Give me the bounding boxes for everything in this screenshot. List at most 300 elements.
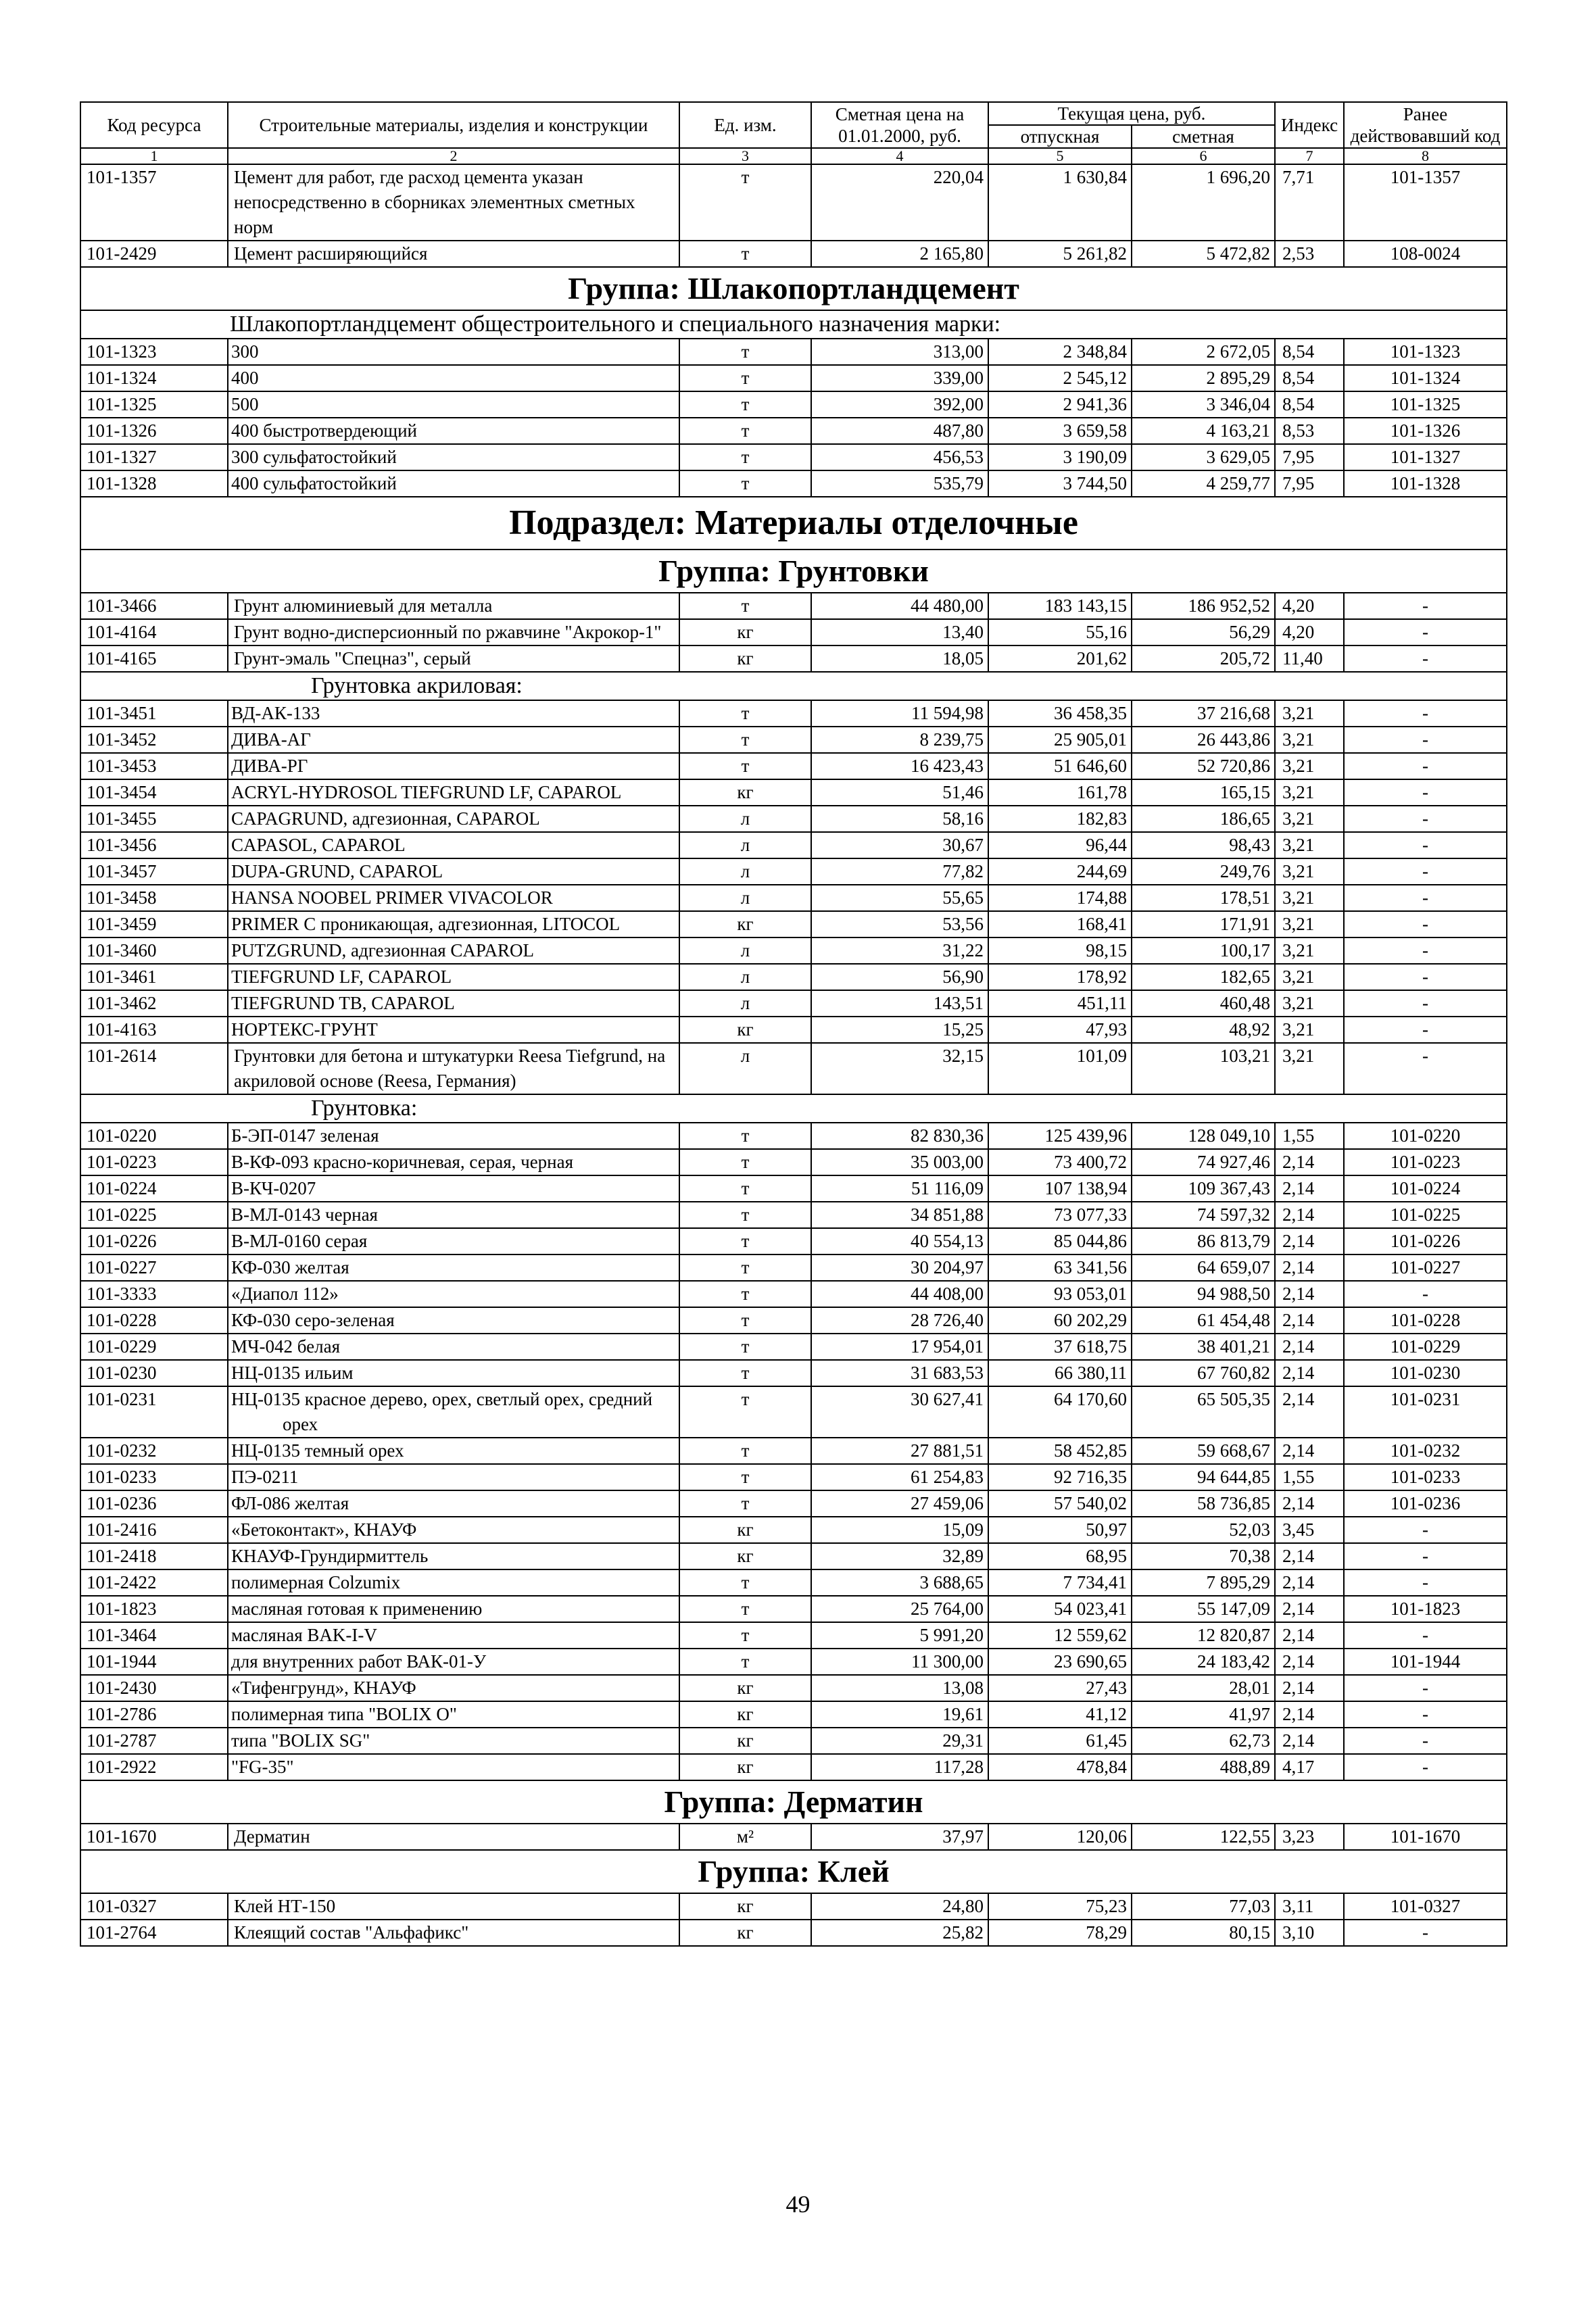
unit-of-measure: т [679,1622,811,1649]
column-number: 8 [1344,148,1507,164]
unit-of-measure: т [679,1334,811,1360]
material-name: Грунт алюминиевый для металла [228,593,679,619]
release-price: 73 400,72 [988,1149,1132,1175]
release-price: 50,97 [988,1517,1132,1543]
previous-code: - [1344,619,1507,645]
base-price: 5 991,20 [811,1622,988,1649]
resource-code: 101-2922 [80,1754,228,1780]
material-name: Б-ЭП-0147 зеленая [228,1123,679,1149]
table-row [80,619,1507,645]
base-price: 58,16 [811,806,988,832]
unit-of-measure: т [679,1175,811,1202]
release-price: 478,84 [988,1754,1132,1780]
material-name: масляная готовая к применению [228,1596,679,1622]
price-index: 2,14 [1275,1202,1344,1228]
resource-code: 101-2787 [80,1728,228,1754]
estimate-price: 12 820,87 [1132,1622,1275,1649]
material-name: масляная BAK-I-V [228,1622,679,1649]
column-number: 4 [811,148,988,164]
base-price: 313,00 [811,339,988,365]
material-name: Грунт водно-дисперсионный по ржавчине "Акрокор-1" [228,619,679,645]
table-row [80,339,1507,365]
table-row [80,391,1507,418]
material-name: TIEFGRUND LF, CAPAROL [228,964,679,990]
unit-of-measure: л [679,1043,811,1094]
resource-code: 101-1323 [80,339,228,365]
estimate-price: 70,38 [1132,1543,1275,1569]
estimate-price: 52 720,86 [1132,753,1275,779]
table-row [80,1281,1507,1307]
release-price: 66 380,11 [988,1360,1132,1386]
resource-code: 101-3455 [80,806,228,832]
subsection-title: Подраздел: Материалы отделочные [80,497,1507,550]
table-row [80,885,1507,911]
header-current-price: Текущая цена, руб. [988,102,1275,125]
material-name: КФ-030 желтая [228,1254,679,1281]
material-name: В-КФ-093 красно-коричневая, серая, черная [228,1149,679,1175]
table-row [80,1622,1507,1649]
estimate-price: 77,03 [1132,1893,1275,1920]
price-index: 2,14 [1275,1360,1344,1386]
material-name: «Тифенгрунд», КНАУФ [228,1675,679,1701]
resource-code: 101-1326 [80,418,228,444]
release-price: 51 646,60 [988,753,1132,779]
unit-of-measure: т [679,593,811,619]
release-price: 61,45 [988,1728,1132,1754]
unit-of-measure: кг [679,1517,811,1543]
previous-code: 101-1357 [1344,164,1507,241]
previous-code: - [1344,779,1507,806]
table-row [80,1386,1507,1438]
unit-of-measure: л [679,885,811,911]
material-name: В-КЧ-0207 [228,1175,679,1202]
price-index: 2,14 [1275,1149,1344,1175]
price-index: 2,14 [1275,1675,1344,1701]
resource-code: 101-4164 [80,619,228,645]
release-price: 2 348,84 [988,339,1132,365]
estimate-price: 249,76 [1132,858,1275,885]
price-index: 3,21 [1275,911,1344,937]
material-name: CAPAGRUND, адгезионная, CAPAROL [228,806,679,832]
price-index: 7,95 [1275,470,1344,497]
base-price: 44 408,00 [811,1281,988,1307]
price-index: 2,14 [1275,1307,1344,1334]
base-price: 31 683,53 [811,1360,988,1386]
estimate-price: 55 147,09 [1132,1596,1275,1622]
unit-of-measure: кг [679,911,811,937]
table-row [80,1123,1507,1149]
resource-code: 101-0236 [80,1490,228,1517]
resource-code: 101-3457 [80,858,228,885]
base-price: 34 851,88 [811,1202,988,1228]
base-price: 28 726,40 [811,1307,988,1334]
unit-of-measure: т [679,727,811,753]
release-price: 23 690,65 [988,1649,1132,1675]
column-number: 2 [228,148,679,164]
base-price: 30 204,97 [811,1254,988,1281]
estimate-price: 103,21 [1132,1043,1275,1094]
estimate-price: 178,51 [1132,885,1275,911]
previous-code: - [1344,1701,1507,1728]
group-title: Группа: Клей [80,1850,1507,1893]
previous-code: - [1344,700,1507,727]
resource-code: 101-1325 [80,391,228,418]
base-price: 51 116,09 [811,1175,988,1202]
material-name: Клей НТ-150 [228,1893,679,1920]
estimate-price: 460,48 [1132,990,1275,1017]
unit-of-measure: т [679,1281,811,1307]
base-price: 44 480,00 [811,593,988,619]
base-price: 3 688,65 [811,1569,988,1596]
resource-code: 101-3458 [80,885,228,911]
material-name: PUTZGRUND, адгезионная CAPAROL [228,937,679,964]
previous-code: 101-1327 [1344,444,1507,470]
unit-of-measure: л [679,858,811,885]
resource-code: 101-0226 [80,1228,228,1254]
previous-code: - [1344,1920,1507,1946]
material-name: 400 сульфатостойкий [228,470,679,497]
previous-code: - [1344,727,1507,753]
page-number: 49 [785,2191,811,2218]
previous-code: - [1344,1675,1507,1701]
table-row [80,1596,1507,1622]
resource-code: 101-3461 [80,964,228,990]
table-row [80,1754,1507,1780]
previous-code: - [1344,1622,1507,1649]
previous-code: - [1344,1728,1507,1754]
table-row [80,1649,1507,1675]
previous-code: 101-0225 [1344,1202,1507,1228]
estimate-price: 122,55 [1132,1824,1275,1850]
release-price: 36 458,35 [988,700,1132,727]
resource-code: 101-2786 [80,1701,228,1728]
estimate-price: 38 401,21 [1132,1334,1275,1360]
table-row [80,806,1507,832]
release-price: 27,43 [988,1675,1132,1701]
table-row [80,1254,1507,1281]
estimate-price: 171,91 [1132,911,1275,937]
previous-code: - [1344,885,1507,911]
table-header [80,102,1507,164]
price-index: 2,14 [1275,1569,1344,1596]
estimate-price: 100,17 [1132,937,1275,964]
table-row [80,832,1507,858]
group-row [80,550,1507,593]
unit-of-measure: кг [679,1920,811,1946]
release-price: 2 941,36 [988,391,1132,418]
estimate-price: 4 259,77 [1132,470,1275,497]
base-price: 82 830,36 [811,1123,988,1149]
unit-of-measure: кг [679,1754,811,1780]
resource-code: 101-0327 [80,1893,228,1920]
material-name: 300 сульфатостойкий [228,444,679,470]
material-name: ВД-АК-133 [228,700,679,727]
base-price: 11 300,00 [811,1649,988,1675]
previous-code: - [1344,753,1507,779]
base-price: 27 881,51 [811,1438,988,1464]
table-row [80,1334,1507,1360]
previous-code: - [1344,937,1507,964]
previous-code: - [1344,593,1507,619]
resource-code: 101-2416 [80,1517,228,1543]
table-row [80,727,1507,753]
material-name: ДИВА-РГ [228,753,679,779]
unit-of-measure: л [679,937,811,964]
table-row [80,700,1507,727]
group-row [80,1780,1507,1824]
resource-code: 101-1823 [80,1596,228,1622]
release-price: 75,23 [988,1893,1132,1920]
release-price: 54 023,41 [988,1596,1132,1622]
table-row [80,1360,1507,1386]
base-price: 220,04 [811,164,988,241]
material-name: КФ-030 серо-зеленая [228,1307,679,1334]
table-row [80,1438,1507,1464]
group-title: Группа: Шлакопортландцемент [80,267,1507,310]
material-name: «Диапол 112» [228,1281,679,1307]
column-numbers-row [80,148,1507,164]
price-index: 3,21 [1275,990,1344,1017]
unit-of-measure: т [679,700,811,727]
resource-code: 101-0223 [80,1149,228,1175]
material-name: Цемент расширяющийся [228,241,679,267]
unit-of-measure: л [679,990,811,1017]
price-index: 2,53 [1275,241,1344,267]
release-price: 183 143,15 [988,593,1132,619]
price-index: 7,71 [1275,164,1344,241]
release-price: 92 716,35 [988,1464,1132,1490]
table-row [80,1701,1507,1728]
price-index: 8,54 [1275,339,1344,365]
previous-code: - [1344,1543,1507,1569]
base-price: 143,51 [811,990,988,1017]
previous-code: 101-1328 [1344,470,1507,497]
unit-of-measure: т [679,1464,811,1490]
base-price: 17 954,01 [811,1334,988,1360]
price-index: 1,55 [1275,1123,1344,1149]
release-price: 101,09 [988,1043,1132,1094]
estimate-price: 186 952,52 [1132,593,1275,619]
table-row [80,990,1507,1017]
material-name: полимерная типа "BOLIX O" [228,1701,679,1728]
estimate-price: 58 736,85 [1132,1490,1275,1517]
release-price: 3 190,09 [988,444,1132,470]
column-number: 6 [1132,148,1275,164]
release-price: 3 744,50 [988,470,1132,497]
price-index: 2,14 [1275,1728,1344,1754]
previous-code: - [1344,832,1507,858]
release-price: 68,95 [988,1543,1132,1569]
release-price: 96,44 [988,832,1132,858]
resource-code: 101-4163 [80,1017,228,1043]
resource-code: 101-3452 [80,727,228,753]
material-name: типа "BOLIX SG" [228,1728,679,1754]
previous-code: - [1344,1517,1507,1543]
release-price: 93 053,01 [988,1281,1132,1307]
resource-code: 101-3462 [80,990,228,1017]
base-price: 117,28 [811,1754,988,1780]
base-price: 15,25 [811,1017,988,1043]
table-body [80,164,1507,1946]
group-row [80,1850,1507,1893]
table-row [80,1017,1507,1043]
release-price: 78,29 [988,1920,1132,1946]
estimate-price: 4 163,21 [1132,418,1275,444]
previous-code: 101-0327 [1344,1893,1507,1920]
previous-code: 101-1944 [1344,1649,1507,1675]
base-price: 32,15 [811,1043,988,1094]
price-index: 4,20 [1275,593,1344,619]
material-name: В-МЛ-0160 серая [228,1228,679,1254]
table-row [80,1464,1507,1490]
unit-of-measure: т [679,365,811,391]
price-index: 2,14 [1275,1228,1344,1254]
estimate-price: 2 672,05 [1132,339,1275,365]
estimate-price: 3 346,04 [1132,391,1275,418]
unit-of-measure: л [679,964,811,990]
resource-code: 101-0233 [80,1464,228,1490]
base-price: 11 594,98 [811,700,988,727]
material-name: В-МЛ-0143 черная [228,1202,679,1228]
table-row [80,164,1507,241]
previous-code: 101-0232 [1344,1438,1507,1464]
resource-code: 101-0230 [80,1360,228,1386]
unit-of-measure: кг [679,1893,811,1920]
base-price: 25,82 [811,1920,988,1946]
estimate-price: 56,29 [1132,619,1275,645]
estimate-price: 488,89 [1132,1754,1275,1780]
estimate-price: 74 927,46 [1132,1149,1275,1175]
estimate-price: 5 472,82 [1132,241,1275,267]
base-price: 339,00 [811,365,988,391]
column-number: 5 [988,148,1132,164]
unit-of-measure: т [679,1123,811,1149]
price-index: 2,14 [1275,1649,1344,1675]
previous-code: 101-0228 [1344,1307,1507,1334]
group-title: Группа: Грунтовки [80,550,1507,593]
base-price: 40 554,13 [811,1228,988,1254]
release-price: 244,69 [988,858,1132,885]
base-price: 31,22 [811,937,988,964]
base-price: 32,89 [811,1543,988,1569]
resource-code: 101-1357 [80,164,228,241]
release-price: 2 545,12 [988,365,1132,391]
price-index: 2,14 [1275,1543,1344,1569]
table-row [80,1543,1507,1569]
material-name: ПЭ-0211 [228,1464,679,1490]
release-price: 47,93 [988,1017,1132,1043]
table-row [80,858,1507,885]
unit-of-measure: т [679,1596,811,1622]
table-row [80,1517,1507,1543]
unit-of-measure: т [679,1569,811,1596]
price-index: 8,53 [1275,418,1344,444]
previous-code: 101-1823 [1344,1596,1507,1622]
unit-of-measure: т [679,753,811,779]
unit-of-measure: л [679,832,811,858]
estimate-price: 61 454,48 [1132,1307,1275,1334]
table-row [80,1149,1507,1175]
resource-code: 101-2430 [80,1675,228,1701]
previous-code: 101-0233 [1344,1464,1507,1490]
resource-code: 101-3456 [80,832,228,858]
price-table [80,101,1507,1947]
unit-of-measure: м² [679,1824,811,1850]
previous-code: - [1344,1754,1507,1780]
material-name: CAPASOL, CAPAROL [228,832,679,858]
base-price: 55,65 [811,885,988,911]
table-row [80,1175,1507,1202]
material-name: TIEFGRUND TB, CAPAROL [228,990,679,1017]
price-index: 2,14 [1275,1175,1344,1202]
material-name: Дерматин [228,1824,679,1850]
release-price: 120,06 [988,1824,1132,1850]
estimate-price: 24 183,42 [1132,1649,1275,1675]
base-price: 15,09 [811,1517,988,1543]
table-row [80,1307,1507,1334]
price-index: 2,14 [1275,1281,1344,1307]
material-name: НЦ-0135 темный орех [228,1438,679,1464]
table-row [80,645,1507,672]
table-row [80,1569,1507,1596]
release-price: 58 452,85 [988,1438,1132,1464]
table-row [80,911,1507,937]
price-index: 3,21 [1275,806,1344,832]
base-price: 535,79 [811,470,988,497]
release-price: 64 170,60 [988,1386,1132,1438]
estimate-price: 94 644,85 [1132,1464,1275,1490]
price-index: 11,40 [1275,645,1344,672]
base-price: 24,80 [811,1893,988,1920]
previous-code: - [1344,1017,1507,1043]
price-index: 4,17 [1275,1754,1344,1780]
release-price: 201,62 [988,645,1132,672]
previous-code: 108-0024 [1344,241,1507,267]
base-price: 56,90 [811,964,988,990]
subhead-row [80,672,1507,700]
resource-code: 101-2422 [80,1569,228,1596]
material-name: ФЛ-086 желтая [228,1490,679,1517]
material-name: «Бетоконтакт», КНАУФ [228,1517,679,1543]
table-row [80,1824,1507,1850]
price-index: 3,10 [1275,1920,1344,1946]
release-price: 182,83 [988,806,1132,832]
previous-code: - [1344,1043,1507,1094]
material-name: КНАУФ-Грундирмиттель [228,1543,679,1569]
resource-code: 101-2764 [80,1920,228,1946]
material-name: полимерная Colzumix [228,1569,679,1596]
header-base-price: Сметная цена на 01.01.2000, руб. [811,102,988,148]
estimate-price: 62,73 [1132,1728,1275,1754]
price-index: 2,14 [1275,1438,1344,1464]
column-number: 3 [679,148,811,164]
previous-code: - [1344,911,1507,937]
price-index: 2,14 [1275,1386,1344,1438]
table-row [80,779,1507,806]
resource-code: 101-0228 [80,1307,228,1334]
release-price: 57 540,02 [988,1490,1132,1517]
estimate-price: 65 505,35 [1132,1386,1275,1438]
estimate-price: 48,92 [1132,1017,1275,1043]
unit-of-measure: т [679,444,811,470]
price-index: 3,21 [1275,964,1344,990]
base-price: 30 627,41 [811,1386,988,1438]
resource-code: 101-3466 [80,593,228,619]
estimate-price: 109 367,43 [1132,1175,1275,1202]
estimate-price: 186,65 [1132,806,1275,832]
resource-code: 101-0224 [80,1175,228,1202]
base-price: 61 254,83 [811,1464,988,1490]
